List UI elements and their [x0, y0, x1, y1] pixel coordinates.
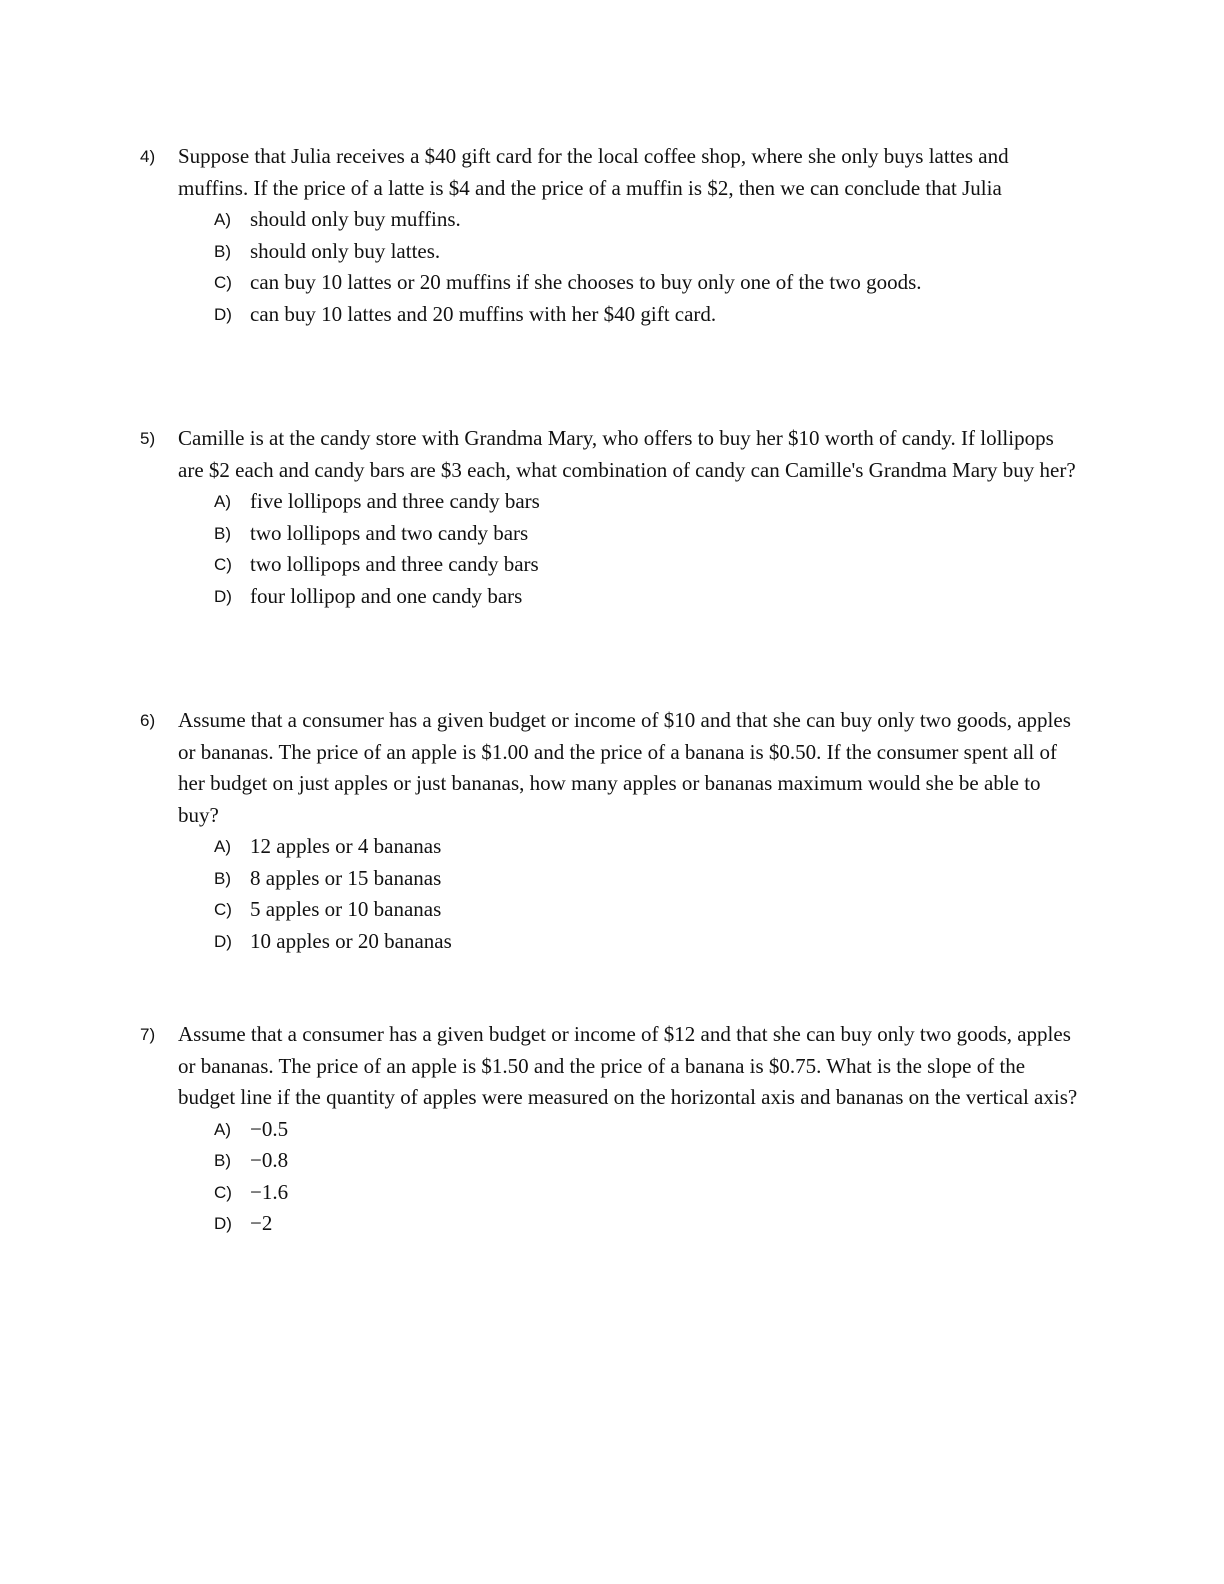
- choice-d: [140, 299, 1080, 331]
- choice-text: 5 apples or 10 bananas: [250, 897, 442, 921]
- choice-a: [140, 831, 1080, 863]
- choice-text: can buy 10 lattes and 20 muffins with her $40 gift card.: [250, 301, 717, 326]
- choice-text: −0.8: [250, 1148, 289, 1172]
- choice-text: five lollipops and three candy bars: [250, 489, 540, 513]
- choice-letter: A): [214, 837, 231, 856]
- choice-letter: D): [214, 931, 232, 951]
- answer-choices: [140, 204, 1080, 330]
- choice-letter: B): [214, 523, 231, 543]
- question-stem: [140, 141, 1080, 204]
- choice-letter: A): [214, 492, 231, 511]
- choice-text: −2: [250, 1211, 273, 1235]
- choice-text: should only buy lattes.: [250, 238, 441, 263]
- choice-b: [140, 863, 1080, 895]
- question-stem: [140, 423, 1080, 486]
- choice-text: 10 apples or 20 bananas: [250, 928, 452, 953]
- choice-b: [140, 518, 1080, 550]
- choice-letter: A): [214, 210, 231, 229]
- choice-c: [140, 267, 1080, 299]
- answer-choices: [140, 486, 1080, 612]
- question-5: [140, 423, 1080, 612]
- choice-letter: C): [214, 900, 232, 919]
- choice-c: [140, 894, 1080, 926]
- choice-text: 8 apples or 15 bananas: [250, 865, 442, 890]
- choice-text: two lollipops and two candy bars: [250, 520, 529, 545]
- choice-c: [140, 549, 1080, 581]
- question-number: 7): [140, 1025, 156, 1044]
- choice-b: [140, 236, 1080, 268]
- question-number: 5): [140, 429, 156, 448]
- choice-letter: C): [214, 1182, 232, 1202]
- question-number: 4): [140, 147, 156, 166]
- answer-choices: [140, 831, 1080, 957]
- choice-letter: B): [214, 868, 231, 888]
- choice-text: should only buy muffins.: [250, 207, 461, 231]
- question-number: 6): [140, 711, 156, 730]
- choice-c: [140, 1177, 1080, 1209]
- choice-letter: B): [214, 241, 231, 261]
- choice-d: [140, 1208, 1080, 1240]
- choice-text: 12 apples or 4 bananas: [250, 834, 442, 858]
- choice-d: [140, 926, 1080, 958]
- question-stem: [140, 1019, 1080, 1114]
- answer-choices: [140, 1114, 1080, 1240]
- choice-letter: D): [214, 1214, 232, 1233]
- choice-letter: D): [214, 586, 232, 606]
- question-7: [140, 1019, 1080, 1240]
- question-text: Suppose that Julia receives a $40 gift card for the local coffee shop, where she only buys lattes and muffins. If the price of a latte is $4 and the price of a muffin is $2, then we can conclude that Julia: [178, 144, 1009, 200]
- choice-a: [140, 1114, 1080, 1146]
- question-text: Assume that a consumer has a given budget or income of $12 and that she can buy only two goods, apples or bananas. The price of an apple is $1.50 and the price of a banana is $0.75. What is the slope of the budget line if the quantity of apples were measured on the horizontal axis and bananas on the vertical axis?: [178, 1022, 1078, 1109]
- choice-d: [140, 581, 1080, 613]
- question-4: [140, 141, 1080, 330]
- choice-text: −0.5: [250, 1116, 289, 1141]
- choice-text: two lollipops and three candy bars: [250, 552, 539, 576]
- choice-letter: B): [214, 1151, 231, 1170]
- choice-a: [140, 204, 1080, 236]
- question-text: Camille is at the candy store with Grandma Mary, who offers to buy her $10 worth of candy. If lollipops are $2 each and candy bars are $3 each, what combination of candy can Camille's Grandma Mary buy her?: [178, 426, 1076, 482]
- choice-letter: C): [214, 273, 232, 292]
- choice-text: can buy 10 lattes or 20 muffins if she chooses to buy only one of the two goods.: [250, 270, 922, 294]
- question-stem: [140, 705, 1080, 831]
- choice-letter: A): [214, 1119, 231, 1139]
- choice-letter: C): [214, 555, 232, 574]
- question-6: [140, 705, 1080, 957]
- choice-b: [140, 1145, 1080, 1177]
- question-text: Assume that a consumer has a given budget or income of $10 and that she can buy only two goods, apples or bananas. The price of an apple is $1.00 and the price of a banana is $0.50. If the consumer spent all of her budget on just apples or just bananas, how many apples or bananas maximum would she be able to buy?: [178, 708, 1071, 827]
- choice-letter: D): [214, 304, 232, 324]
- choice-text: four lollipop and one candy bars: [250, 583, 523, 608]
- choice-a: [140, 486, 1080, 518]
- choice-text: −1.6: [250, 1179, 289, 1204]
